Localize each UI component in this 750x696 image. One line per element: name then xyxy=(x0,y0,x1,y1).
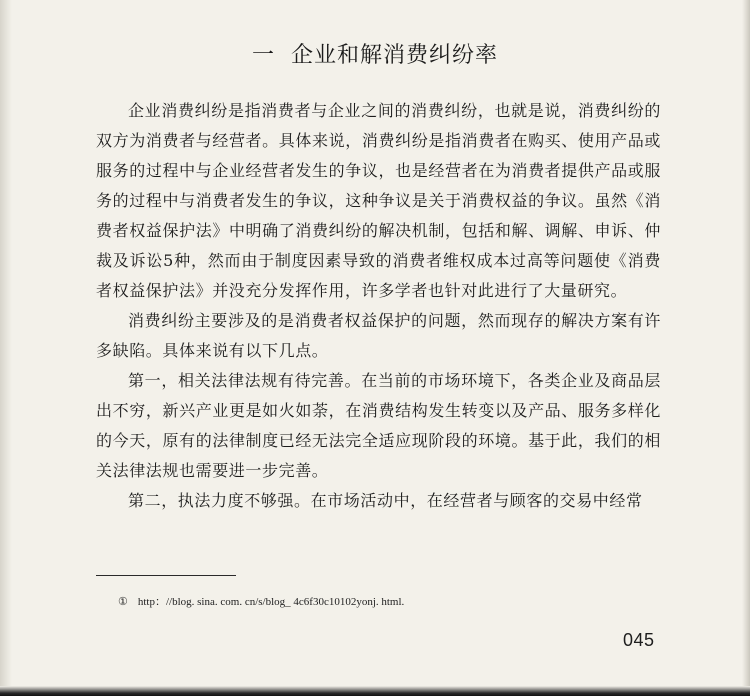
footnote-divider xyxy=(96,575,236,576)
paragraph-4: 第二，执法力度不够强。在市场活动中，在经营者与顾客的交易中经常 xyxy=(128,491,643,510)
section-title xyxy=(0,38,750,69)
body-text xyxy=(96,96,661,516)
footnote xyxy=(118,593,404,609)
page-number: 045 xyxy=(623,630,655,650)
footnote-mark: ① xyxy=(118,596,128,608)
footnote-text: http：//blog. sina. com. cn/s/blog_ 4c6f30c10102yonj. html. xyxy=(137,596,405,608)
page-right-edge xyxy=(742,0,750,696)
paragraph-2: 消费纠纷主要涉及的是消费者权益保护的问题，然而现存的解决方案有许多缺陷。具体来说有以下几点。 xyxy=(96,311,661,360)
paragraph-1: 企业消费纠纷是指消费者与企业之间的消费纠纷，也就是说，消费纠纷的双方为消费者与经营者。具体来说，消费纠纷是指消费者在购买、使用产品或服务的过程中与企业经营者发生的争议，也是经营者在为消费者提供产品或服务的过程中与消费者发生的争议，这种争议是关于消费权益的争议。虽然《消费者权益保护法》中明确了消费纠纷的解决机制，包括和解、调解、申诉、仲裁及诉讼5种，然而由于制度因素导致的消费者维权成本过高等问题使《消费者权益保护法》并没充分发挥作用，许多学者也针对此进行了大量研究。 xyxy=(96,101,661,300)
page-bottom-edge xyxy=(0,686,750,696)
section-number: 一 xyxy=(251,43,275,68)
section-title-text: 企业和解消费纠纷率 xyxy=(291,43,499,68)
page-spine-shadow xyxy=(0,0,12,696)
paragraph-3: 第一，相关法律法规有待完善。在当前的市场环境下，各类企业及商品层出不穷，新兴产业更是如火如荼，在消费结构发生转变以及产品、服务多样化的今天，原有的法律制度已经无法完全适应现阶段的环境。基于此，我们的相关法律法规也需要进一步完善。 xyxy=(96,371,661,480)
